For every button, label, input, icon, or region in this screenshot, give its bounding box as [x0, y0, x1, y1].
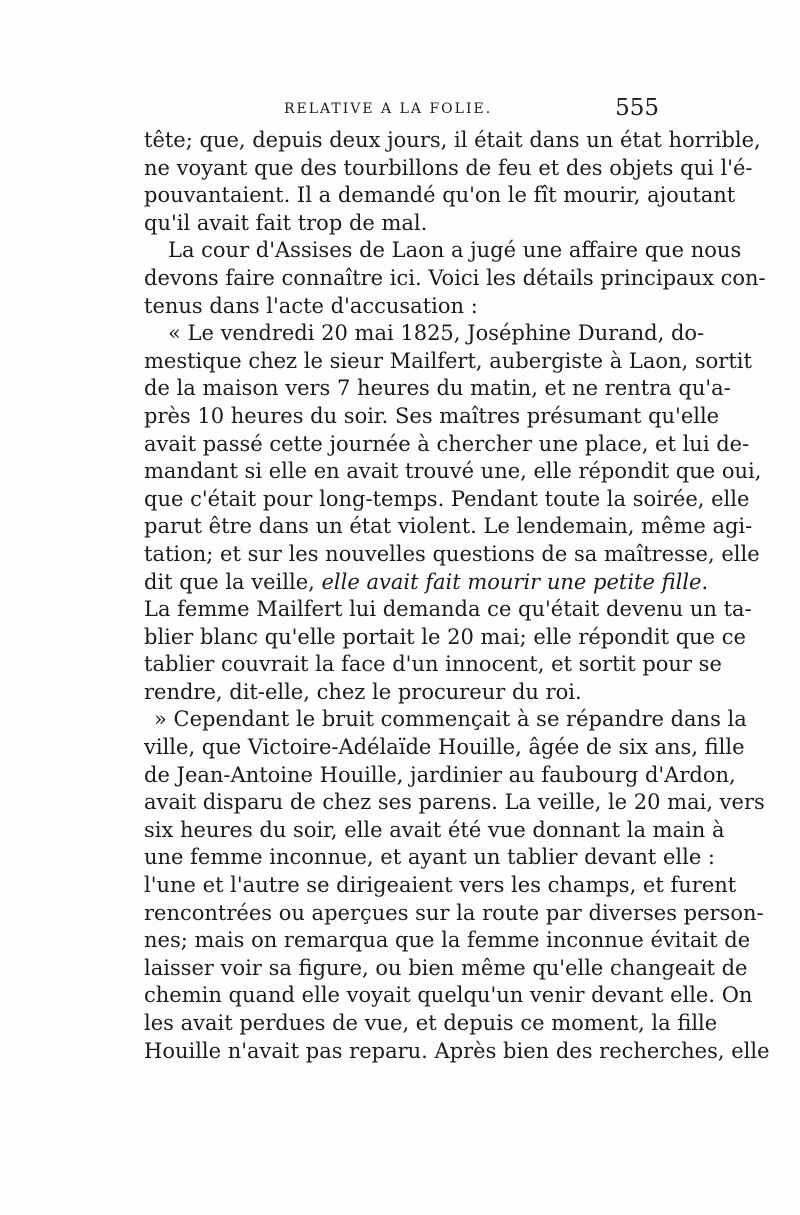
text-line: tenus dans l'acte d'accusation : [144, 293, 478, 318]
text-line: tation; et sur les nouvelles questions de sa maîtresse, elle [144, 541, 760, 566]
text-line: près 10 heures du soir. Ses maîtres présumant qu'elle [144, 403, 720, 428]
running-head [144, 95, 659, 127]
text-line: laisser voir sa figure, ou bien même qu'elle changeait de [144, 955, 748, 980]
text-line: l'une et l'autre se dirigeaient vers les champs, et furent [144, 873, 737, 898]
text-line: avait disparu de chez ses parens. La veille, le 20 mai, vers [144, 790, 765, 815]
text-line: de Jean-Antoine Houille, jardinier au faubourg d'Ardon, [144, 762, 736, 787]
text-line: ne voyant que des tourbillons de feu et des objets qui l'é- [144, 155, 753, 180]
text-line: tête; que, depuis deux jours, il était dans un état horrible, [144, 128, 761, 152]
text-line: rencontrées ou aperçues sur la route par diverses person- [144, 900, 764, 925]
text-line: chemin quand elle voyait quelqu'un venir devant elle. On [144, 983, 753, 1008]
text-line: devons faire connaître ici. Voici les détails principaux con- [144, 265, 766, 290]
text-line: avait passé cette journée à chercher une place, et lui de- [144, 431, 750, 456]
text-line: nes; mais on remarqua que la femme inconnue évitait de [144, 928, 751, 953]
body-text [144, 127, 770, 1065]
quotation-start-line: « Le vendredi 20 mai 1825, Joséphine Durand, do- [168, 321, 705, 346]
text-line: La femme Mailfert lui demanda ce qu'était devenu un ta- [144, 597, 752, 622]
page-number: 555 [615, 95, 659, 121]
paragraph-start-line: » Cependant le bruit commençait à se répandre dans la [154, 707, 747, 732]
text-line: six heures du soir, elle avait été vue donnant la main à [144, 817, 725, 842]
text-line: mandant si elle en avait trouvé une, elle répondit que oui, [144, 459, 762, 484]
text-line: tablier couvrait la face d'un innocent, et sortit pour se [144, 652, 722, 677]
running-title: RELATIVE A LA FOLIE. [284, 101, 493, 117]
italic-phrase: elle avait fait mourir une petite fille. [321, 569, 709, 594]
text-line: blier blanc qu'elle portait le 20 mai; elle répondit que ce [144, 624, 746, 649]
paragraph-start-line: La cour d'Assises de Laon a jugé une affaire que nous [168, 238, 742, 263]
text-line: parut être dans un état violent. Le lendemain, même agi- [144, 514, 753, 539]
text-line: qu'il avait fait trop de mal. [144, 210, 428, 235]
text-line-with-italic [144, 569, 709, 597]
text-line: pouvantaient. Il a demandé qu'on le fît mourir, ajoutant [144, 183, 736, 208]
text-line: Houille n'avait pas reparu. Après bien des recherches, elle [144, 1038, 770, 1063]
text-fragment: dit que la veille, [144, 569, 315, 594]
text-line: mestique chez le sieur Mailfert, aubergiste à Laon, sortit [144, 348, 752, 373]
text-line: une femme inconnue, et ayant un tablier devant elle : [144, 845, 715, 870]
text-line: rendre, dit-elle, chez le procureur du roi. [144, 679, 582, 704]
text-line: de la maison vers 7 heures du matin, et ne rentra qu'a- [144, 376, 731, 401]
text-line: ville, que Victoire-Adélaïde Houille, âgée de six ans, fille [144, 735, 745, 760]
text-line: les avait perdues de vue, et depuis ce moment, la fille [144, 1011, 718, 1035]
text-line: que c'était pour long-temps. Pendant toute la soirée, elle [144, 486, 750, 511]
